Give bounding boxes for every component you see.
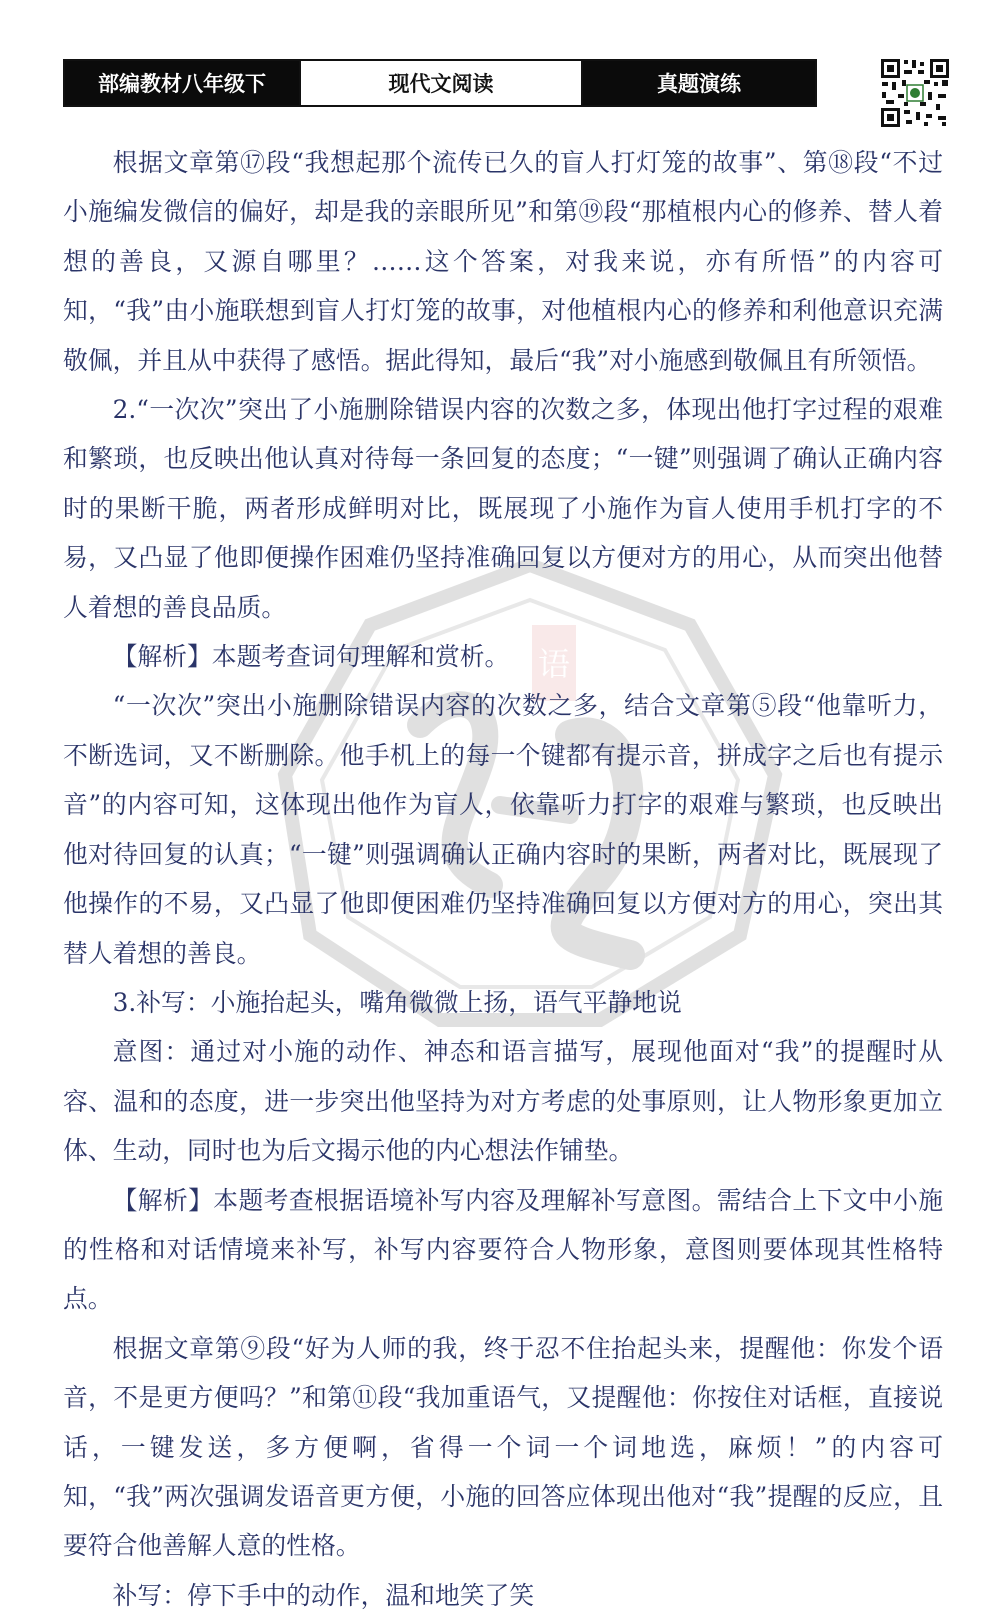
paragraph: “一次次”突出小施删除错误内容的次数之多，结合文章第⑤段“他靠听力，不断选词，又不断删除。他手机上的每一个键都有提示音，拼成字之后也有提示音”的内容可知，这体现出他作为盲人，依靠听力打字的艰难与繁琐，也反映出他对待回复的认真；“一键”则强调确认正确内容时的果断，两者对比，既展现了他操作的不易，又凸显了他即便困难仍坚持准确回复以方便对方的用心，突出其替人着想的善良。 (63, 691, 943, 968)
paragraph: 意图：通过对小施的动作、神态和语言描写，展现他面对“我”的提醒时从容、温和的态度，进一步突出他坚持为对方考虑的处事原则，让人物形象更加立体、生动，同时也为后文揭示他的内心想法作铺垫。 (63, 1037, 943, 1166)
answer-content (63, 138, 943, 1620)
paragraph: 补写：停下手中的动作，温和地笑了笑 (112, 1580, 535, 1610)
paragraph: 3.补写：小施抬起头，嘴角微微上扬，语气平静地说 (112, 987, 682, 1017)
header-subject-label: 现代文阅读 (299, 61, 583, 105)
paragraph: 2.“一次次”突出了小施删除错误内容的次数之多，体现出他打字过程的艰难和繁琐，也反映出他认真对待每一条回复的态度；“一键”则强调了确认正确内容时的果断干脆，两者形成鲜明对比，既展现了小施作为盲人使用手机打字的不易，又凸显了他即便操作困难仍坚持准确回复以方便对方的用心，从而突出他替人着想的善良品质。 (63, 395, 943, 622)
paragraph: 【解析】本题考查根据语境补写内容及理解补写意图。需结合上下文中小施的性格和对话情境来补写，补写内容要符合人物形象，意图则要体现其性格特点。 (63, 1185, 943, 1314)
header-textbook-label: 部编教材八年级下 (65, 61, 299, 105)
paragraph: 【解析】本题考查词句理解和赏析。 (112, 642, 510, 672)
watermark-seal-glyph: 语 (537, 645, 571, 683)
header-bar (63, 59, 817, 107)
paragraph: 根据文章第⑨段“好为人师的我，终于忍不住抬起头来，提醒他：你发个语音，不是更方便吗？”和第⑪段“我加重语气，又提醒他：你按住对话框，直接说话，一键发送，多方便啊，省得一个词一个词地选，麻烦！”的内容可知，“我”两次强调发语音更方便，小施的回答应体现出他对“我”提醒的反应，且要符合他善解人意的性格。 (63, 1333, 943, 1561)
header-section-label: 真题演练 (583, 61, 815, 105)
qr-code (880, 58, 950, 128)
paragraph: 根据文章第⑰段“我想起那个流传已久的盲人打灯笼的故事”、第⑱段“不过小施编发微信的偏好，却是我的亲眼所见”和第⑲段“那植根内心的修养、替人着想的善良，又源自哪里？……这个答案，对我来说，亦有所悟”的内容可知，“我”由小施联想到盲人打灯笼的故事，对他植根内心的修养和利他意识充满敬佩，并且从中获得了感悟。据此得知，最后“我”对小施感到敬佩且有所领悟。 (63, 148, 943, 375)
